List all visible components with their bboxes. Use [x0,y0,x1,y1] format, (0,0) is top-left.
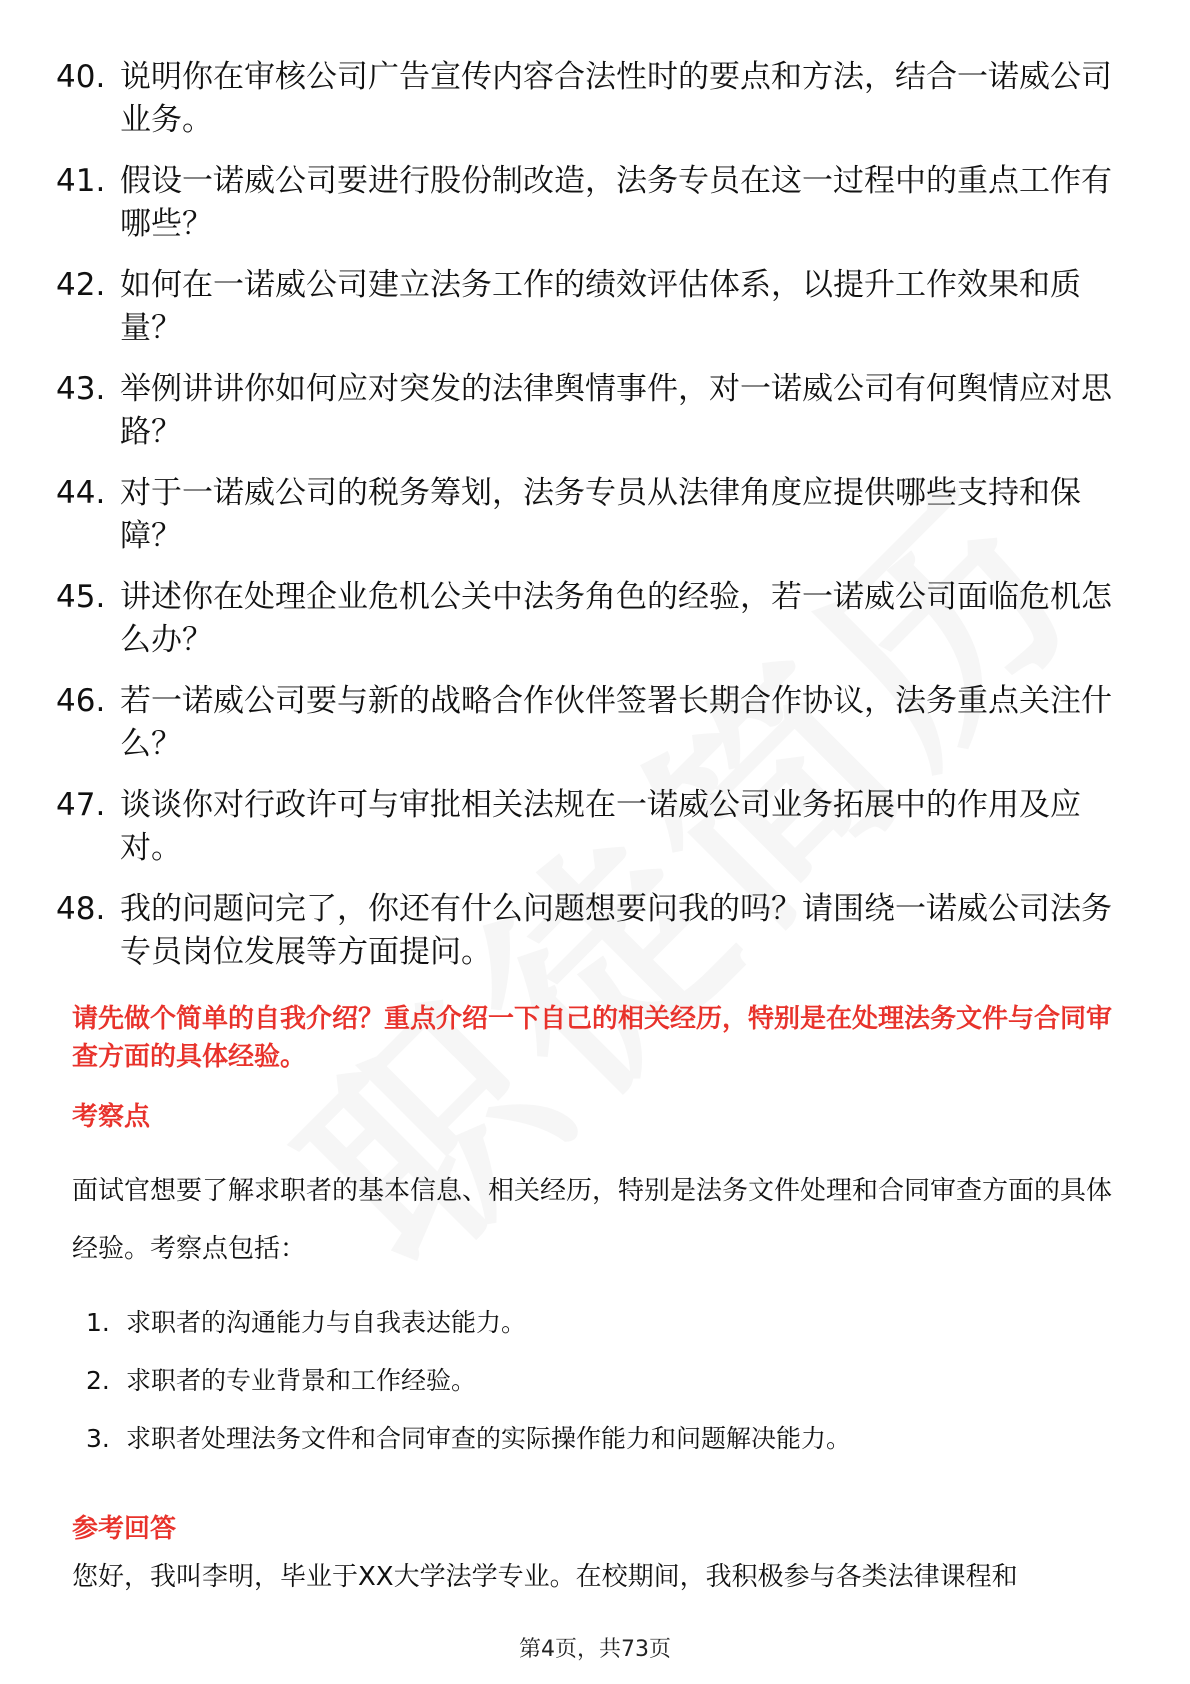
question-item [56,680,1136,766]
question-text: 如何在一诺威公司建立法务工作的绩效评估体系，以提升工作效果和质量？ [120,267,1081,346]
question-number: 46. [56,683,106,719]
question-number: 44. [56,475,106,511]
question-text: 我的问题问完了，你还有什么问题想要问我的吗？请围绕一诺威公司法务专员岗位发展等方面提问。 [120,891,1112,970]
question-item [56,56,1136,142]
question-text: 假设一诺威公司要进行股份制改造，法务专员在这一过程中的重点工作有哪些？ [120,163,1112,242]
question-text: 说明你在审核公司广告宣传内容合法性时的要点和方法，结合一诺威公司业务。 [120,59,1112,138]
section-title-kaocha: 考察点 [72,1102,151,1132]
question-text: 讲述你在处理企业危机公关中法务角色的经验，若一诺威公司面临危机怎么办？ [120,579,1112,658]
point-text: 求职者的沟通能力与自我表达能力。 [126,1308,527,1337]
question-number: 48. [56,891,106,927]
question-number: 42. [56,267,106,303]
question-item [56,368,1136,454]
question-item [56,576,1136,662]
question-number: 45. [56,579,106,615]
page-footer: 第4页，共73页 [519,1637,671,1662]
kaocha-intro: 面试官想要了解求职者的基本信息、相关经历，特别是法务文件处理和合同审查方面的具体经验。考察点包括： [72,1176,1113,1264]
point-number: 3. [86,1424,110,1453]
point-text: 求职者处理法务文件和合同审查的实际操作能力和问题解决能力。 [126,1424,852,1453]
question-number: 40. [56,59,106,95]
question-item [56,160,1136,246]
question-text: 若一诺威公司要与新的战略合作伙伴签署长期合作协议，法务重点关注什么？ [120,683,1112,762]
question-item [56,264,1136,350]
question-text: 对于一诺威公司的税务筹划，法务专员从法律角度应提供哪些支持和保障？ [120,475,1081,554]
question-text: 谈谈你对行政许可与审批相关法规在一诺威公司业务拓展中的作用及应对。 [120,787,1081,866]
question-number: 43. [56,371,106,407]
question-text: 举例讲讲你如何应对突发的法律舆情事件，对一诺威公司有何舆情应对思路？ [120,371,1112,450]
question-list [56,56,1136,992]
featured-question: 请先做个简单的自我介绍？重点介绍一下自己的相关经历，特别是在处理法务文件与合同审查方面的具体经验。 [72,1004,1113,1072]
kaocha-point [86,1363,851,1399]
section-title-cankao: 参考回答 [72,1514,177,1544]
question-number: 47. [56,787,106,823]
question-item [56,888,1136,974]
kaocha-point [86,1421,851,1457]
point-text: 求职者的专业背景和工作经验。 [126,1366,477,1395]
question-item [56,472,1136,558]
question-item [56,784,1136,870]
question-number: 41. [56,163,106,199]
kaocha-point [86,1305,851,1341]
kaocha-points-list [86,1305,851,1479]
point-number: 2. [86,1366,110,1395]
point-number: 1. [86,1308,110,1337]
reference-answer-text: 您好，我叫李明，毕业于XX大学法学专业。在校期间，我积极参与各类法律课程和 [72,1562,1018,1592]
